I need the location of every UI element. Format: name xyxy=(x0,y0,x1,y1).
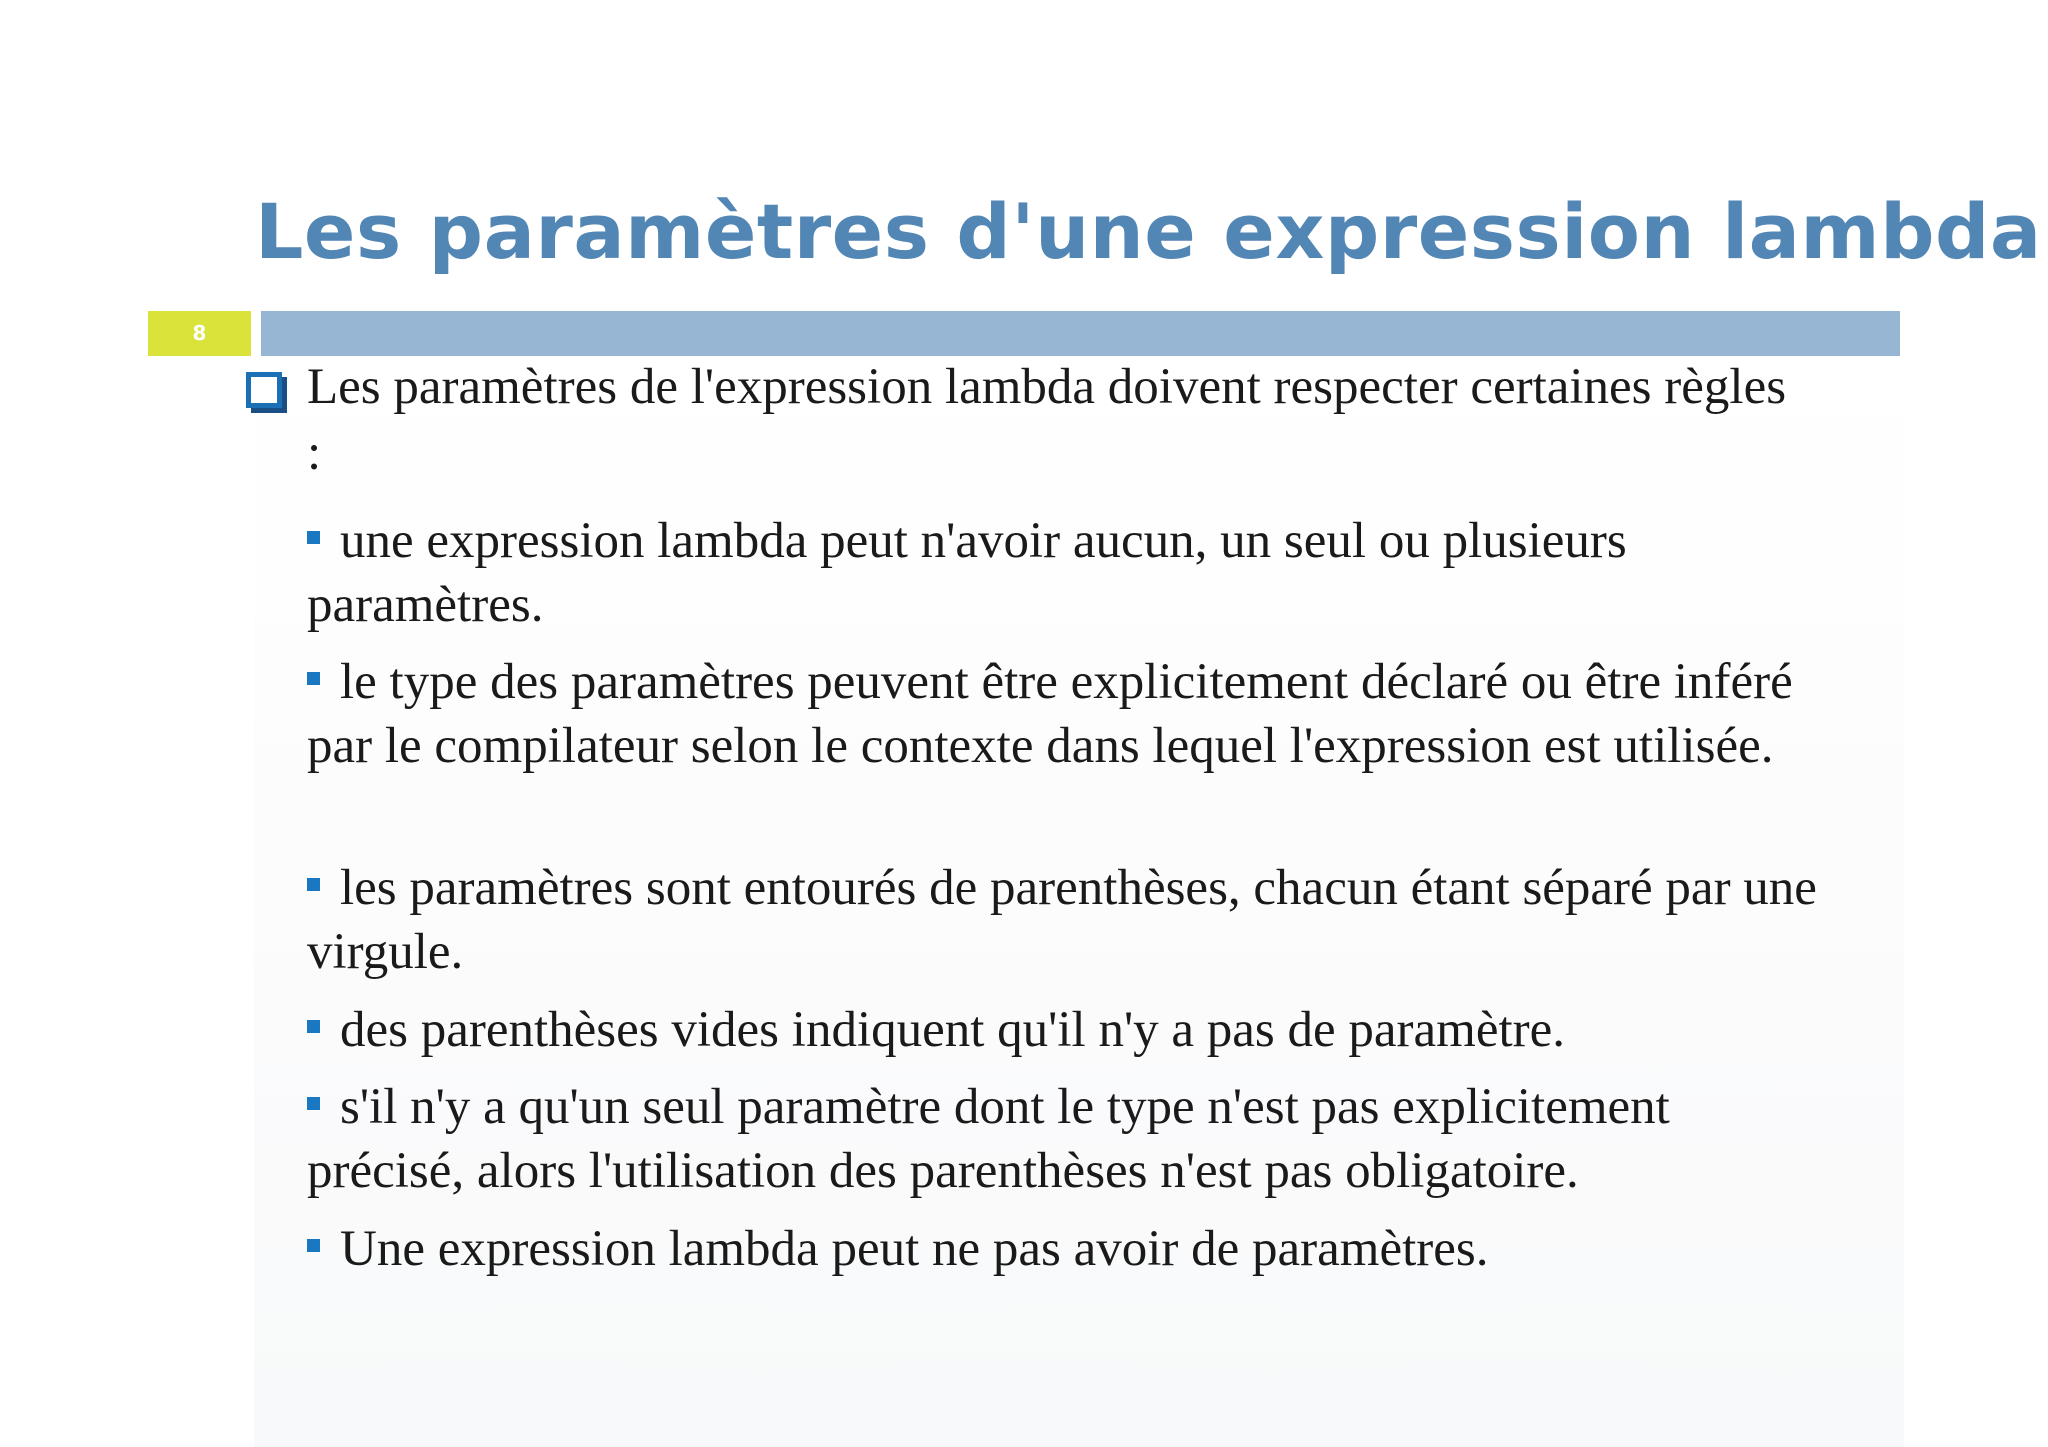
sub-bullet-text: des parenthèses vides indiquent qu'il n'y a pas de paramètre. xyxy=(340,1002,1565,1058)
sub-bullet-5 xyxy=(307,1075,1827,1203)
title-underline-bar xyxy=(261,311,1900,356)
page-number-badge: 8 xyxy=(148,311,251,356)
square-bullet-icon xyxy=(307,531,320,544)
square-bullet-icon xyxy=(307,878,320,891)
sub-bullet-3 xyxy=(307,856,1827,984)
sub-bullet-text: une expression lambda peut n'avoir aucun, un seul ou plusieurs paramètres. xyxy=(307,513,1627,633)
slide-title: Les paramètres d'une expression lambda xyxy=(255,187,2042,276)
sub-bullet-4 xyxy=(307,998,1827,1062)
sub-bullet-6 xyxy=(307,1217,1827,1281)
sub-bullet-text: s'il n'y a qu'un seul paramètre dont le type n'est pas explicitement précisé, alors l'utilisation des parenthèses n'est pas obligatoire. xyxy=(307,1079,1670,1199)
square-bullet-icon xyxy=(307,1097,320,1110)
square-bullet-icon xyxy=(307,1239,320,1252)
sub-bullet-2 xyxy=(307,650,1827,778)
main-bullet-text: Les paramètres de l'expression lambda doivent respecter certaines règles : xyxy=(307,359,1787,481)
square-bullet-icon xyxy=(307,672,320,685)
square-bullet-icon xyxy=(307,1020,320,1033)
sub-bullet-text: le type des paramètres peuvent être explicitement déclaré ou être inféré par le compilateur selon le contexte dans lequel l'expression est utilisée. xyxy=(307,654,1793,774)
checkbox-bullet-icon xyxy=(246,372,282,408)
sub-bullet-1 xyxy=(307,509,1827,637)
sub-bullet-text: Une expression lambda peut ne pas avoir de paramètres. xyxy=(340,1221,1489,1277)
sub-bullet-text: les paramètres sont entourés de parenthèses, chacun étant séparé par une virgule. xyxy=(307,860,1817,980)
